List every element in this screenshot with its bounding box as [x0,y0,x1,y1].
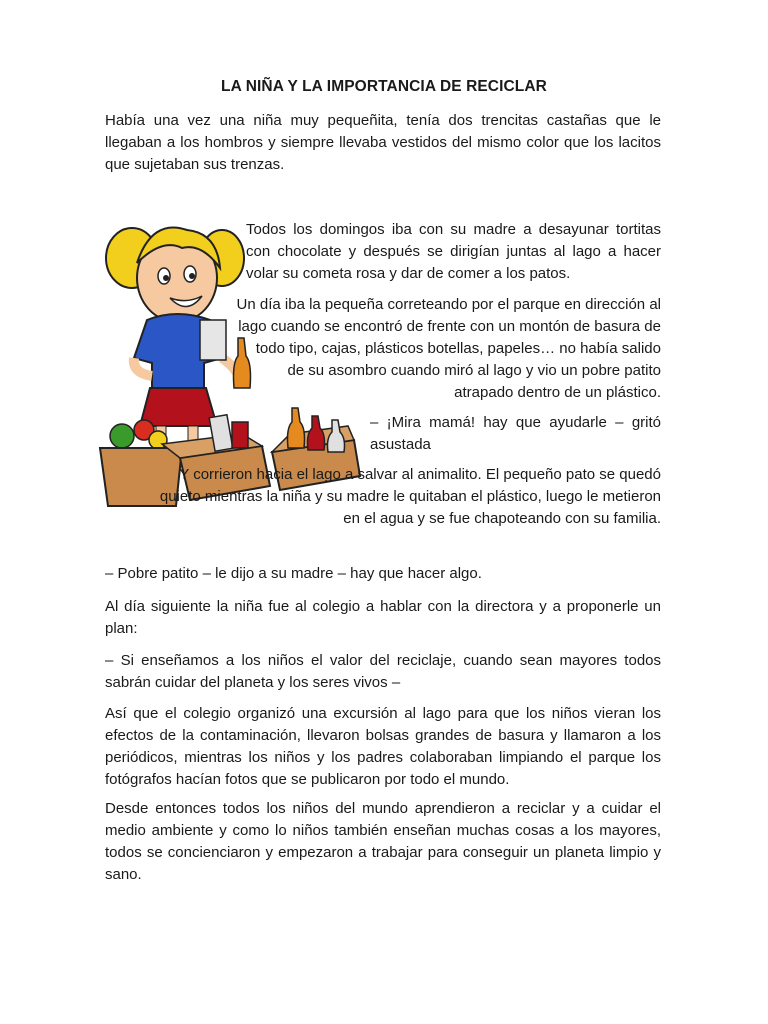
paragraph-park: Un día iba la pequeña correteando por el parque en dirección al lago cuando se encontró de frente con un montón de basura de todo tipo, cajas, plásticos botellas, papeles… no había salido de su asombro cuando miró al lago y vio un pobre patito atrapado dentro de un plástico. [236,296,661,401]
paragraph-excursion: Así que el colegio organizó una excursión al lago para que los niños vieran los efectos de la contaminación, llevaron bolsas grandes de basura y llamaron a los periódicos, mientras los niños y los padres colaboraban limpiando el parque los fotógrafos hacían fotos que se publicaron por todo el mundo. [105,705,661,788]
paragraph-sundays: Todos los domingos iba con su madre a desayunar tortitas con chocolate y después se dirigían juntas al lago a hacer volar su cometa rosa y dar de comer a los patos. [246,221,661,282]
paragraph-dialogue-mama: – ¡Mira mamá! hay que ayudarle – gritó asustada [370,414,661,453]
paragraph-rescue: Y corrieron hacia el lago a salvar al animalito. El pequeño pato se quedó quieto mientras la niña y su madre le quitaban el plástico, luego le metieron en el agua y se fue chapoteando con su familia. [159,466,661,527]
paragraph-intro: Había una vez una niña muy pequeñita, tenía dos trencitas castañas que le llegaban a los hombros y siempre llevaba vestidos del mismo color que los lacitos que sujetaban sus trenzas. [105,112,661,173]
paragraph-teach-recycling: – Si enseñamos a los niños el valor del reciclaje, cuando sean mayores todos sabrán cuidar del planeta y los seres vivos – [105,652,661,691]
paragraph-school-plan: Al día siguiente la niña fue al colegio a hablar con la directora y a proponerle un plan: [105,598,661,637]
paragraph-poor-duck: – Pobre patito – le dijo a su madre – hay que hacer algo. [105,565,482,582]
paragraph-conclusion: Desde entonces todos los niños del mundo aprendieron a reciclar y a cuidar el medio ambiente y como lo niños también enseñan muchas cosas a los mayores, todos se concienciaron y empezaron a trabajar para conseguir un planeta limpio y sano. [105,800,661,883]
document-title: LA NIÑA Y LA IMPORTANCIA DE RECICLAR [221,78,547,95]
